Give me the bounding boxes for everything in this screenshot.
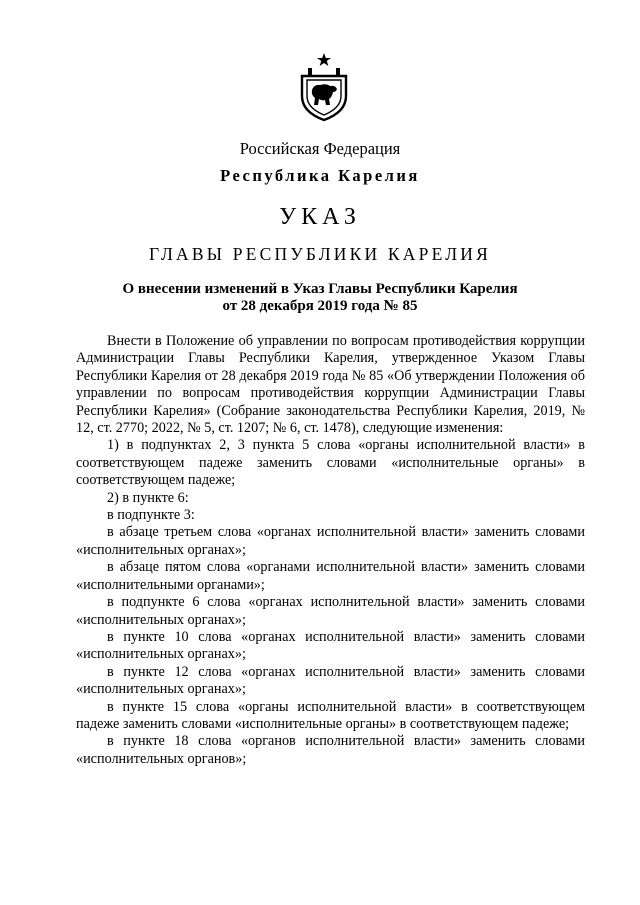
document-type: УКАЗ (279, 204, 361, 230)
paragraph-item-1: 1) в подпунктах 2, 3 пункта 5 слова «органы исполнительной власти» в соответствующем падеже заменить словами «исполнительные органы» в соответствующем падеже; (76, 437, 585, 489)
karelia-coat-of-arms-icon (296, 52, 352, 122)
paragraph-abzac-5: в абзаце пятом слова «органами исполнительной власти» заменить словами «исполнительными органами»; (76, 559, 585, 593)
paragraph-item-2: 2) в пункте 6: (107, 489, 189, 506)
paragraph-item-18: в пункте 18 слова «органов исполнительной власти» заменить словами «исполнительных органов»; (76, 733, 585, 767)
paragraph-subitem-6: в подпункте 6 слова «органах исполнительной власти» заменить словами «исполнительных органах»; (76, 594, 585, 628)
paragraph-item-10: в пункте 10 слова «органах исполнительной власти» заменить словами «исполнительных органах»; (76, 628, 585, 663)
paragraph-subitem-3: в подпункте 3: (107, 507, 195, 524)
document-title (90, 281, 550, 315)
paragraph-item-15: в пункте 15 слова «органы исполнительной власти» в соответствующем падеже заменить словами «исполнительные органы» в соответствующем падеже; (76, 698, 585, 732)
document-body (76, 333, 585, 768)
republic-name: Республика Карелия (220, 166, 420, 185)
paragraph-intro: Внести в Положение об управлении по вопросам противодействия коррупции Администрации Главы Республики Карелия, утвержденное Указом Главы Республики Карелия от 28 декабря 2019 года № 85 «Об утверждении Положения об управлении по вопросам противодействия коррупции Администрации Главы Республики Карелия» (Собрание законодательства Республики Карелия, 2019, № 12, ст. 2770; 2022, № 5, ст. 1207; № 6, ст. 1478), следующие изменения: (76, 333, 585, 437)
country-name: Российская Федерация (239, 139, 401, 158)
paragraph-abzac-3: в абзаце третьем слова «органах исполнительной власти» заменить словами «исполнительных органах»; (76, 524, 585, 558)
issuer: ГЛАВЫ РЕСПУБЛИКИ КАРЕЛИЯ (148, 244, 492, 264)
paragraph-item-12: в пункте 12 слова «органах исполнительной власти» заменить словами «исполнительных органах»; (76, 663, 585, 698)
title-line-2: от 28 декабря 2019 года № 85 (222, 298, 418, 314)
title-line-1: О внесении изменений в Указ Главы Республики Карелия (122, 281, 518, 297)
